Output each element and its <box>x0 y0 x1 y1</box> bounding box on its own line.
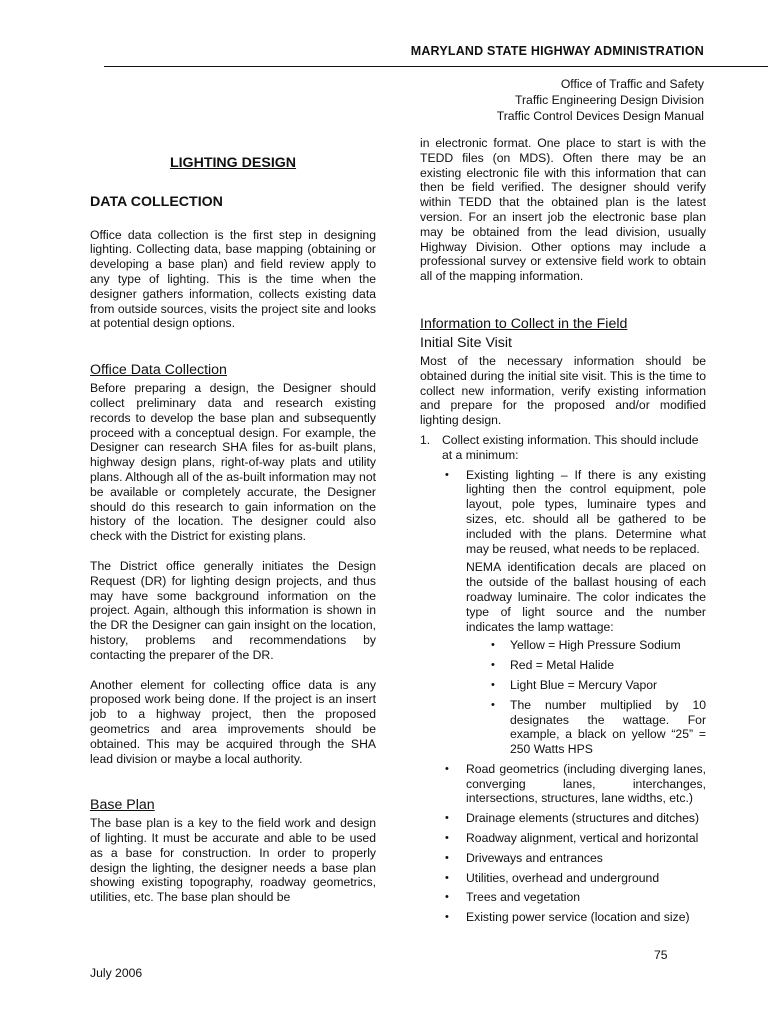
list-item <box>442 910 706 925</box>
intro-paragraph: Office data collection is the first step in designing lighting. Collecting data, base mapping (obtaining or developing a base plan) and field review apply to any type of lighting. This is the time when the designer gathers information, collects existing data from outside sources, visits the project site and looks at potential design options. <box>90 227 376 331</box>
right-column <box>420 136 706 930</box>
list-item <box>442 468 706 757</box>
bullet-icon: • <box>445 911 449 924</box>
header-title: MARYLAND STATE HIGHWAY ADMINISTRATION <box>410 44 704 58</box>
field-item-text: Drainage elements (structures and ditches) <box>466 811 700 826</box>
header-rule <box>104 66 768 67</box>
bullet-icon: • <box>491 639 495 652</box>
decal-item-text: The number multiplied by 10 designates the wattage. For example, a black on yellow “25” = 250 Watts HPS <box>510 697 706 757</box>
bullet-icon: • <box>445 871 449 884</box>
bullet-icon: • <box>491 659 495 672</box>
bullet-icon: • <box>445 812 449 825</box>
decal-color-list <box>488 638 706 757</box>
base-plan-paragraph: The base plan is a key to the field work and design of lighting. It must be accurate and able to be used as a base for construction. In order to properly design the lighting, the designer needs a base plan showing existing topography, roadway geometrics, utilities, etc. The base plan should be <box>90 816 376 905</box>
left-column <box>90 156 376 905</box>
bullet-icon: • <box>445 468 449 481</box>
field-item-text: Trees and vegetation <box>466 890 581 905</box>
bullet-icon: • <box>491 698 495 711</box>
list-item-text: Collect existing information. This should include at a minimum: <box>442 432 699 462</box>
list-item <box>442 811 706 826</box>
office-paragraph-2: The District office generally initiates the Design Request (DR) for lighting design projects, and thus may have some background information on the project. Again, although this information is shown in the DR the Designer can gain insight on the location, history, problems and recommendations by contacting the preparer of the DR. <box>90 558 376 662</box>
list-item <box>442 851 706 866</box>
list-item <box>442 762 706 806</box>
office-line-3: Traffic Control Devices Design Manual <box>496 109 704 123</box>
page-number: 75 <box>654 948 668 962</box>
decal-item-text: Yellow = High Pressure Sodium <box>510 638 681 653</box>
bullet-icon: • <box>445 832 449 845</box>
road-geometrics-text: Road geometrics (including diverging lanes, converging lanes, interchanges, intersections, structures, lane widths, etc.) <box>466 761 706 806</box>
collect-list <box>420 433 706 925</box>
continued-paragraph: in electronic format. One place to start is with the TEDD files (on MDS). Often there may be an existing electronic file with this information that can then be field verified. The designer should verify within TEDD that the obtained plan is the latest version. For an insert job the electronic base plan may be obtained from the lead division, usually Highway Division. Other options may include a professional survey or extensive field work to obtain all of the mapping information. <box>420 136 706 284</box>
bullet-icon: • <box>491 678 495 691</box>
list-item <box>442 890 706 905</box>
footer-date: July 2006 <box>90 966 143 980</box>
field-item-text: Existing power service (location and size) <box>466 910 690 925</box>
existing-info-list <box>442 468 706 926</box>
office-line-2: Traffic Engineering Design Division <box>515 93 704 107</box>
office-paragraph-3: Another element for collecting office data is any proposed work being done. If the project is an insert job to a highway project, then the proposed geometrics and area improvements should be obtained. This may be acquired through the SHA lead division or maybe a local authority. <box>90 677 376 766</box>
field-item-text: Driveways and entrances <box>466 850 603 865</box>
field-item-text: Roadway alignment, vertical and horizontal <box>466 831 699 846</box>
section-title: DATA COLLECTION <box>90 193 223 210</box>
header-office <box>497 76 704 124</box>
office-data-heading: Office Data Collection <box>90 362 227 379</box>
decal-item-text: Red = Metal Halide <box>510 658 614 673</box>
list-number: 1. <box>420 432 431 447</box>
bullet-icon: • <box>445 891 449 904</box>
list-item <box>488 658 706 673</box>
field-item-text: Utilities, overhead and underground <box>466 870 660 885</box>
bullet-icon: • <box>445 851 449 864</box>
doc-title: LIGHTING DESIGN <box>169 155 297 171</box>
field-info-heading: Information to Collect in the Field <box>420 315 628 332</box>
list-item <box>442 831 706 846</box>
site-visit-paragraph: Most of the necessary information should be obtained during the initial site visit. This is the time to collect new information, verify existing information and prepare for the proposed and/or modified lighting design. <box>420 353 706 428</box>
list-item-1 <box>420 433 706 925</box>
office-line-1: Office of Traffic and Safety <box>560 77 704 91</box>
list-item <box>488 698 706 757</box>
bullet-icon: • <box>445 762 449 775</box>
existing-lighting-text: Existing lighting – If there is any existing lighting then the control equipment, pole layout, pole types, luminaire types and sizes, etc. should all be gathered to be included with the plans. Determine what may be reused, what needs to be replaced. <box>466 467 706 556</box>
list-item <box>488 678 706 693</box>
list-item <box>488 638 706 653</box>
nema-paragraph: NEMA identification decals are placed on the outside of the ballast housing of each roadway luminaire. The color indicates the type of light source and the number indicates the lamp wattage: <box>466 560 706 634</box>
list-item <box>442 871 706 886</box>
base-plan-heading: Base Plan <box>90 797 155 814</box>
office-paragraph-1: Before preparing a design, the Designer should collect preliminary data and research existing records to develop the base plan and subsequently proceed with a conceptual design. For example, the Designer can research SHA files for as-built plans, highway design plans, right-of-way plats and utility plans. Although all of the as-built information may not be available or completely accurate, the Designer should do this research to gain information on the history of the location. The designer could also check with the District for existing plans. <box>90 381 376 544</box>
decal-item-text: Light Blue = Mercury Vapor <box>510 677 658 692</box>
site-visit-heading: Initial Site Visit <box>420 334 512 351</box>
